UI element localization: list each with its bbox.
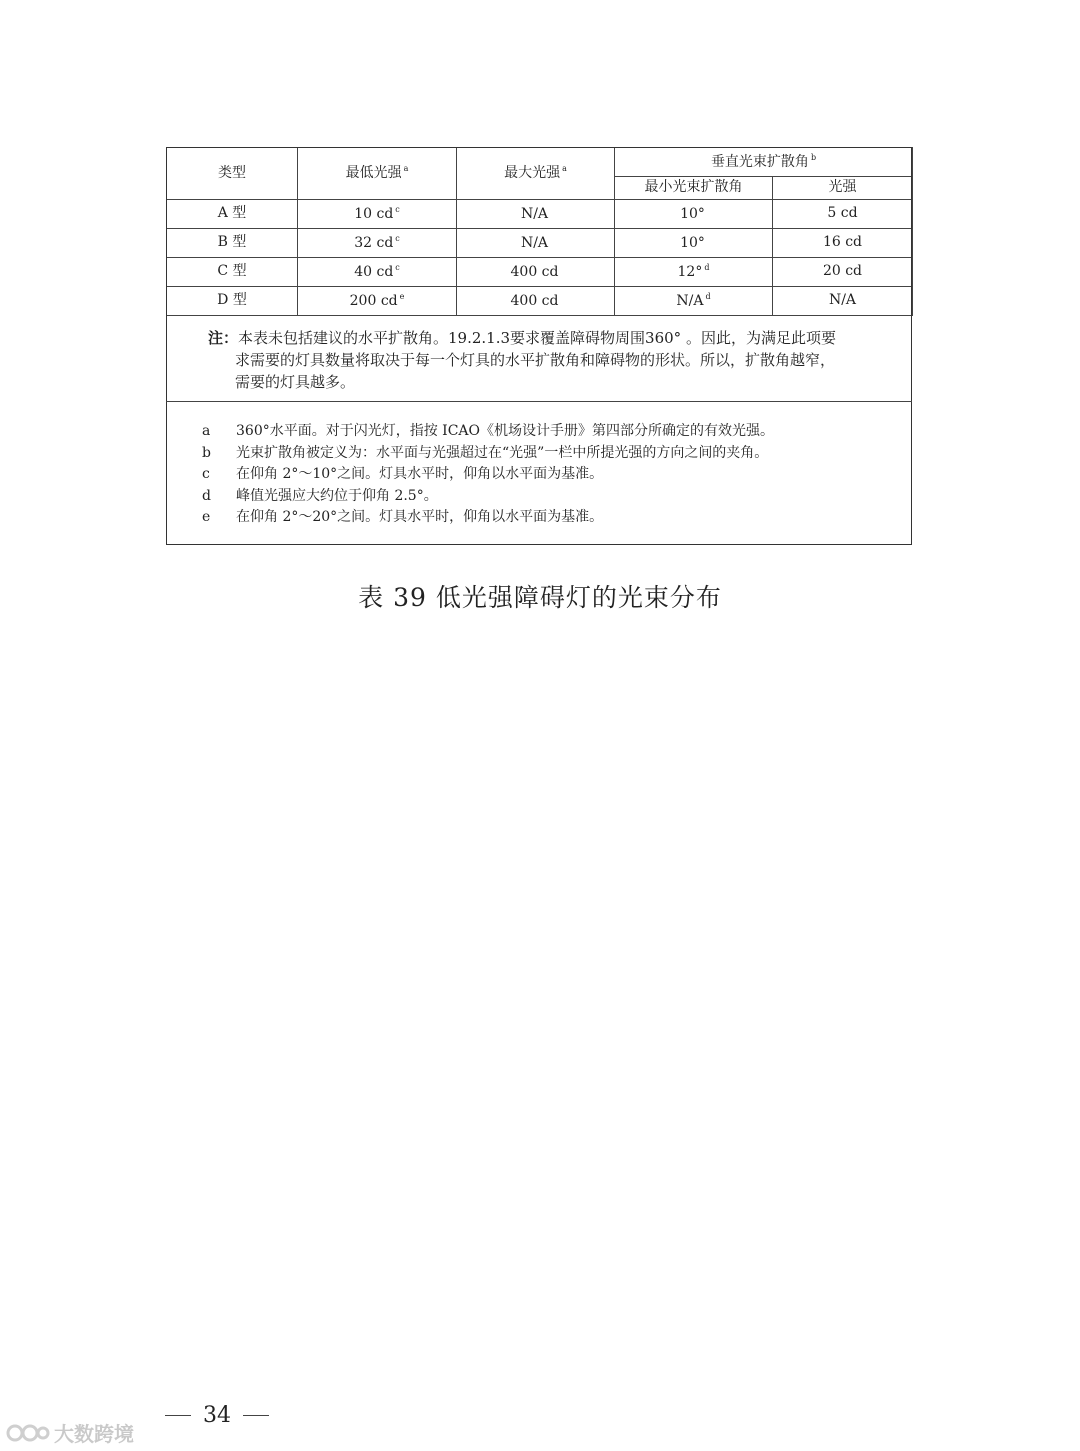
note-divider <box>166 401 912 402</box>
watermark <box>6 1418 134 1447</box>
footnote-d: d 峰值光强应大约位于仰角 2.5°。 <box>202 487 438 504</box>
dash-left <box>165 1415 191 1416</box>
cell-intensity: 20 cd <box>773 258 913 287</box>
header-vertical-spread: 垂直光束扩散角 $^b$ <box>615 148 913 177</box>
watermark-text: 大数跨境 <box>54 1422 134 1446</box>
cell-spread: N/A $^d$ <box>615 287 773 316</box>
footnote-a: a 360°水平面。对于闪光灯，指按 ICAO《机场设计手册》第四部分所确定的有效光强。 <box>202 423 774 439</box>
footnotes <box>202 421 902 529</box>
cell-max: N/A <box>457 200 615 229</box>
header-type: 类型 <box>167 148 298 200</box>
footnote-e: e 在仰角 2°～20°之间。灯具水平时，仰角以水平面为基准。 <box>202 509 604 525</box>
footnote-b: b 光束扩散角被定义为：水平面与光强超过在“光强”一栏中所提光强的方向之间的夹角。 <box>202 444 769 461</box>
table-caption: 表 39 低光强障碍灯的光束分布 <box>358 583 722 612</box>
cell-intensity: 16 cd <box>773 229 913 258</box>
cell-max: N/A <box>457 229 615 258</box>
dash-right <box>243 1415 269 1416</box>
footnote-c: c 在仰角 2°～10°之间。灯具水平时，仰角以水平面为基准。 <box>202 466 604 482</box>
cell-spread: 10° <box>615 200 773 229</box>
cell-type: C 型 <box>167 258 298 287</box>
header-min-intensity: 最低光强 $^a$ <box>298 148 457 200</box>
cell-type: A 型 <box>167 200 298 229</box>
cell-min: 10 cd $^c$ <box>298 200 457 229</box>
page-number <box>165 1403 269 1428</box>
header-min-spread: 最小光束扩散角 <box>615 177 773 200</box>
cell-min: 200 cd $^e$ <box>298 287 457 316</box>
header-intensity: 光强 <box>773 177 913 200</box>
cell-type: B 型 <box>167 229 298 258</box>
table-note <box>208 327 906 393</box>
cell-type: D 型 <box>167 287 298 316</box>
header-max-intensity: 最大光强 $^a$ <box>457 148 615 200</box>
note-label: 注： <box>208 329 239 347</box>
page-number-text: 34 <box>203 1403 231 1428</box>
cell-max: 400 cd <box>457 258 615 287</box>
note-line: 求需要的灯具数量将取决于每一个灯具的水平扩散角和障碍物的形状。所以，扩散角越窄， <box>235 351 836 369</box>
watermark-logo-icon <box>6 1421 50 1445</box>
cell-intensity: N/A <box>773 287 913 316</box>
note-line: 需要的灯具越多。 <box>235 373 356 391</box>
cell-spread: 10° <box>615 229 773 258</box>
cell-spread: 12° $^d$ <box>615 258 773 287</box>
note-line: 本表未包括建议的水平扩散角。19.2.1.3要求覆盖障碍物周围360° 。因此，为满足此项要 <box>238 329 836 347</box>
cell-min: 40 cd $^c$ <box>298 258 457 287</box>
cell-max: 400 cd <box>457 287 615 316</box>
cell-min: 32 cd $^c$ <box>298 229 457 258</box>
cell-intensity: 5 cd <box>773 200 913 229</box>
